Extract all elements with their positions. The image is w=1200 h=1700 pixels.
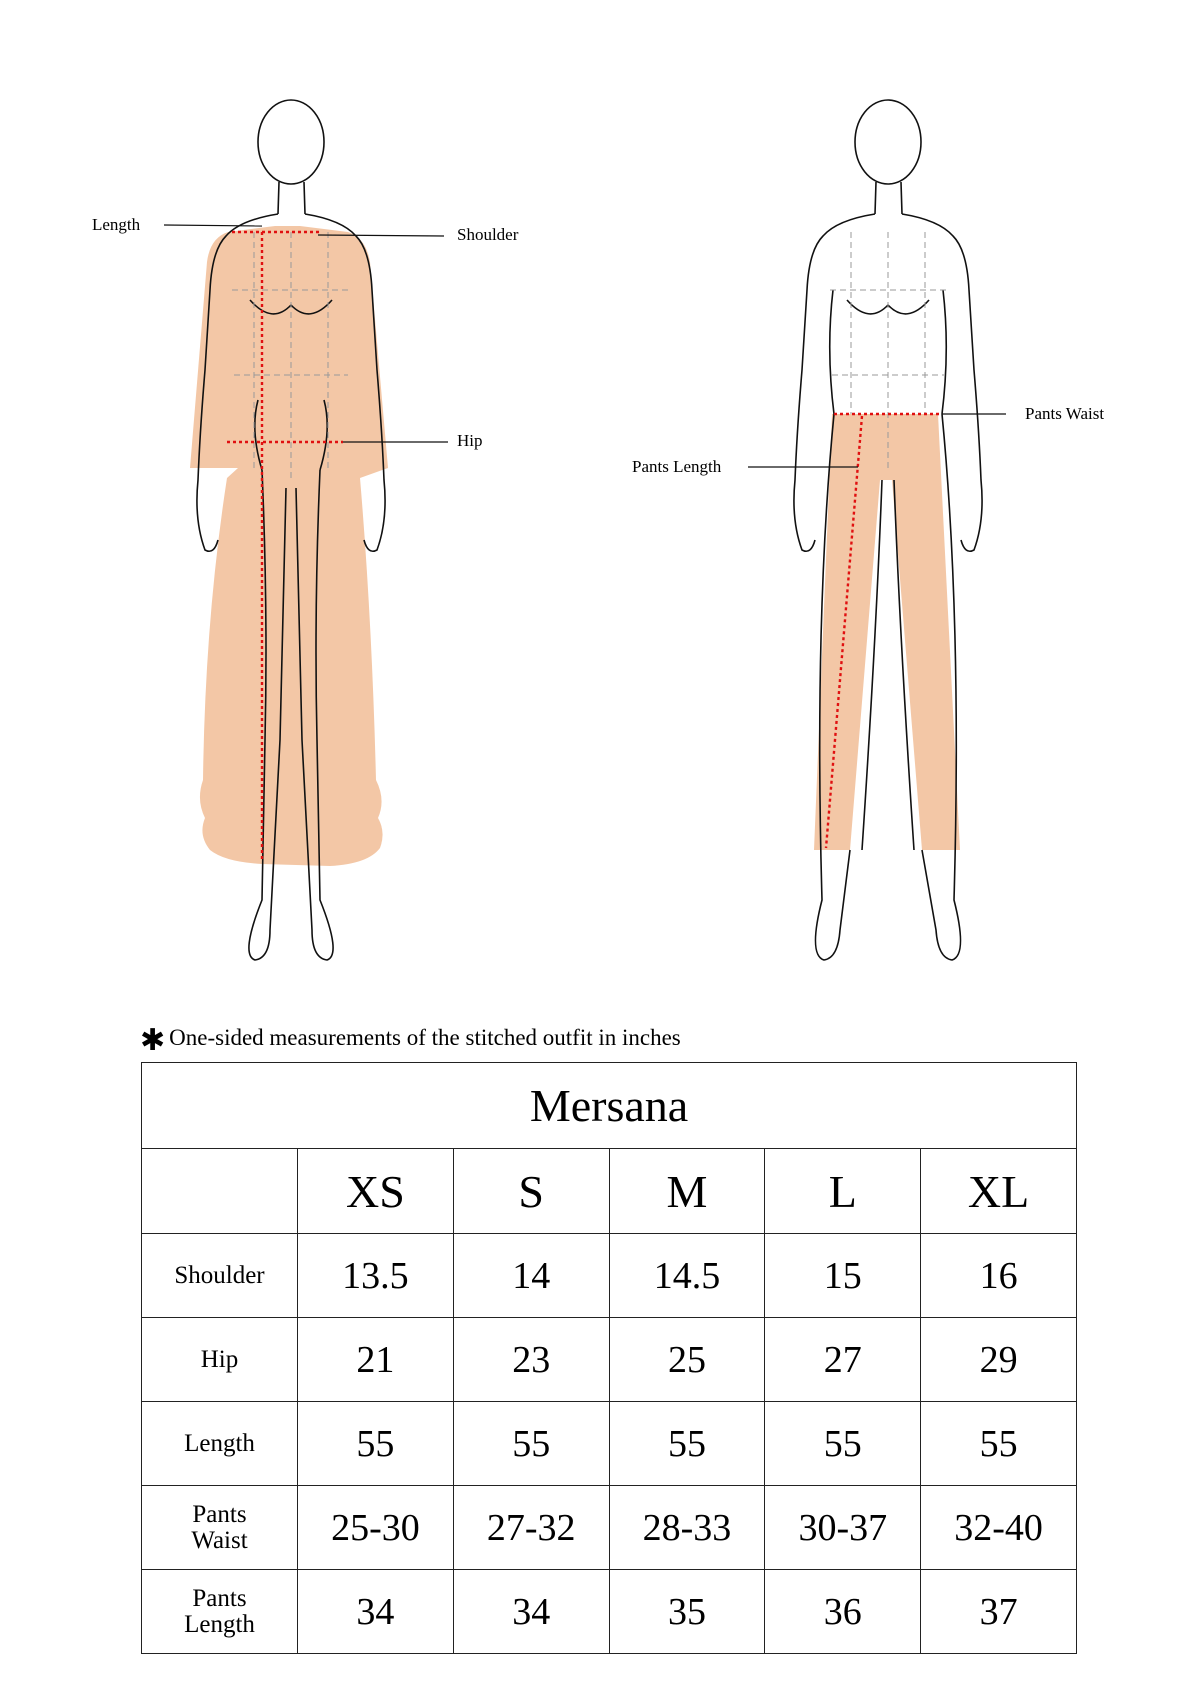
table-cell: 34 (453, 1570, 609, 1654)
pants-figure (748, 100, 1006, 960)
size-header-s: S (453, 1149, 609, 1234)
size-header-xs: XS (298, 1149, 454, 1234)
row-label: Length (142, 1402, 298, 1486)
size-header-l: L (765, 1149, 921, 1234)
table-cell: 36 (765, 1570, 921, 1654)
table-cell: 14.5 (609, 1234, 765, 1318)
table-row-hip (142, 1318, 1077, 1402)
callout-hip: Hip (457, 431, 483, 450)
row-label: Pants Waist (142, 1486, 298, 1570)
measurement-note (140, 1023, 681, 1058)
size-header-xl: XL (921, 1149, 1077, 1234)
asterisk-icon: ✱ (140, 1023, 166, 1058)
table-cell: 55 (765, 1402, 921, 1486)
table-cell: 25-30 (298, 1486, 454, 1570)
table-row-shoulder (142, 1234, 1077, 1318)
table-cell: 34 (298, 1570, 454, 1654)
table-cell: 25 (609, 1318, 765, 1402)
table-cell: 37 (921, 1570, 1077, 1654)
table-cell: 55 (921, 1402, 1077, 1486)
table-row-pants-length (142, 1570, 1077, 1654)
table-cell: 14 (453, 1234, 609, 1318)
callout-pants-length: Pants Length (632, 457, 722, 476)
table-cell: 55 (298, 1402, 454, 1486)
table-cell: 27 (765, 1318, 921, 1402)
table-cell: 21 (298, 1318, 454, 1402)
dress-figure (164, 100, 448, 960)
header-corner-cell (142, 1149, 298, 1234)
row-label: Pants Length (142, 1570, 298, 1654)
table-cell: 32-40 (921, 1486, 1077, 1570)
table-cell: 55 (609, 1402, 765, 1486)
table-row-pants-waist (142, 1486, 1077, 1570)
table-cell: 15 (765, 1234, 921, 1318)
table-cell: 16 (921, 1234, 1077, 1318)
row-label: Hip (142, 1318, 298, 1402)
callout-length: Length (92, 215, 141, 234)
table-cell: 23 (453, 1318, 609, 1402)
table-cell: 35 (609, 1570, 765, 1654)
size-header-m: M (609, 1149, 765, 1234)
table-cell: 30-37 (765, 1486, 921, 1570)
table-title: Mersana (142, 1063, 1077, 1149)
note-text: One-sided measurements of the stitched outfit in inches (169, 1025, 681, 1050)
table-cell: 27-32 (453, 1486, 609, 1570)
table-cell: 29 (921, 1318, 1077, 1402)
table-row-length (142, 1402, 1077, 1486)
row-label: Shoulder (142, 1234, 298, 1318)
callout-pants-waist: Pants Waist (1025, 404, 1105, 423)
callout-shoulder: Shoulder (457, 225, 519, 244)
table-cell: 55 (453, 1402, 609, 1486)
table-cell: 28-33 (609, 1486, 765, 1570)
size-header-row (142, 1149, 1077, 1234)
table-cell: 13.5 (298, 1234, 454, 1318)
size-chart-table (141, 1062, 1077, 1654)
